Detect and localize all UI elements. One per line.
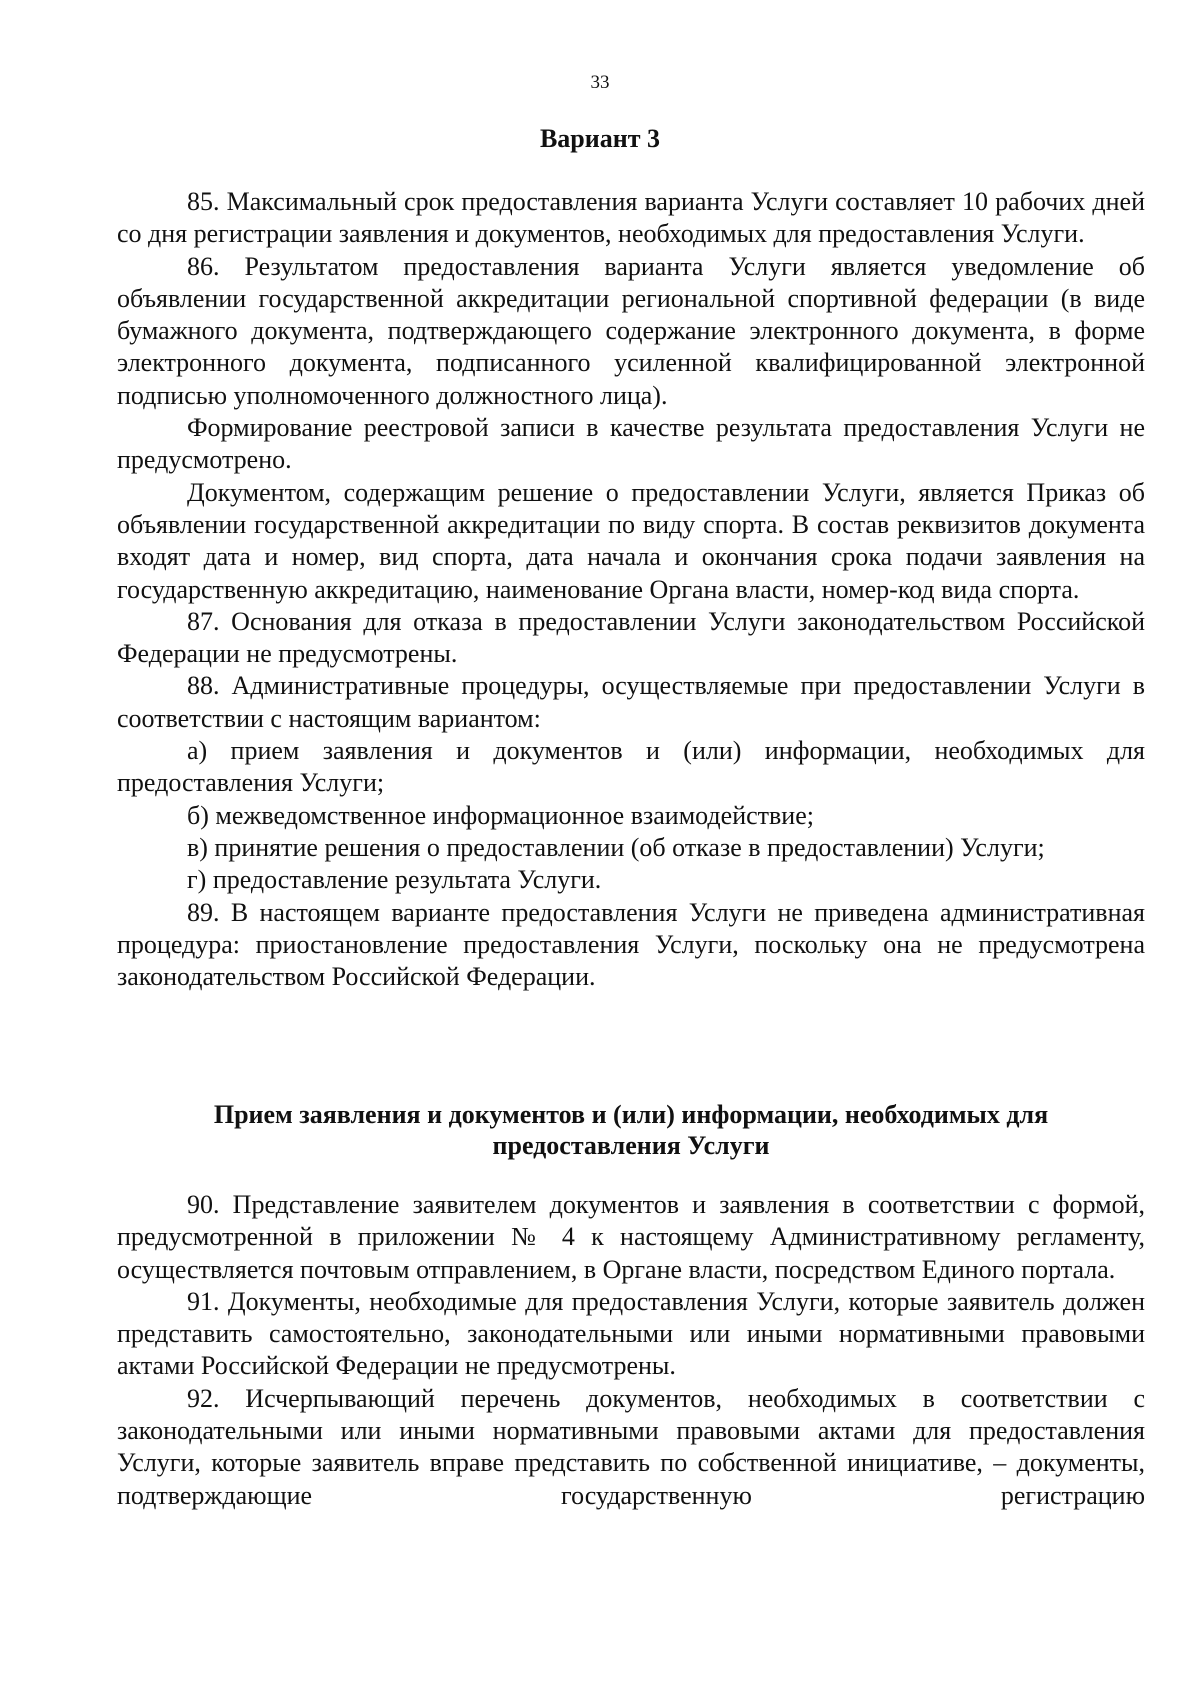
paragraph-90: 90. Представление заявителем документов и заявления в соответствии с формой, предусмотренной в приложении № 4 к настоящему Административному регламенту, осуществляется почтовым отправлением, в Органе власти, посредством Единого портала.	[117, 1190, 1145, 1284]
list-item-v: в) принятие решения о предоставлении (об отказе в предоставлении) Услуги;	[187, 832, 1045, 862]
body-text-part1	[117, 186, 1145, 993]
paragraph-88: 88. Административные процедуры, осуществляемые при предоставлении Услуги в соответствии с настоящим вариантом:	[117, 671, 1145, 733]
page-number: 33	[590, 72, 610, 93]
paragraph-decision-document: Документом, содержащим решение о предоставлении Услуги, является Приказ об объявлении государственной аккредитации по виду спорта. В состав реквизитов документа входят дата и номер, вид спорта, дата начала и окончания срока подачи заявления на государственную аккредитацию, наименование Органа власти, номер-код вида спорта.	[117, 477, 1145, 604]
paragraph-92: 92. Исчерпывающий перечень документов, необходимых в соответствии с законодательными или иными нормативными правовыми актами для предоставления Услуги, которые заявитель вправе представить по собственной инициативе, – документы, подтверждающие государственную регистрацию	[117, 1383, 1145, 1510]
paragraph-89: 89. В настоящем варианте предоставления Услуги не приведена административная процедура: приостановление предоставления Услуги, поскольку она не предусмотрена законодательством Российской Федерации.	[117, 897, 1145, 992]
paragraph-91: 91. Документы, необходимые для предоставления Услуги, которые заявитель должен представить самостоятельно, законодательными или иными нормативными правовыми актами Российской Федерации не предусмотрены.	[117, 1286, 1145, 1381]
list-item-b: б) межведомственное информационное взаимодействие;	[187, 800, 814, 830]
list-item-a: а) прием заявления и документов и (или) информации, необходимых для предоставления Услуги;	[117, 736, 1145, 798]
paragraph-85: 85. Максимальный срок предоставления варианта Услуги составляет 10 рабочих дней со дня регистрации заявления и документов, необходимых для предоставления Услуги.	[117, 187, 1145, 249]
section-heading: Прием заявления и документов и (или) информации, необходимых для предоставления Услуги	[213, 1100, 1049, 1160]
paragraph-registry-record: Формирование реестровой записи в качестве результата предоставления Услуги не предусмотрено.	[117, 413, 1145, 475]
paragraph-87: 87. Основания для отказа в предоставлении Услуги законодательством Российской Федерации не предусмотрены.	[117, 606, 1145, 669]
variant-title: Вариант 3	[539, 124, 661, 153]
list-item-g: г) предоставление результата Услуги.	[187, 865, 602, 895]
body-text-part2	[117, 1189, 1145, 1512]
paragraph-86: 86. Результатом предоставления варианта Услуги является уведомление об объявлении государственной аккредитации региональной спортивной федерации (в виде бумажного документа, подтверждающего содержание электронного документа, в форме электронного документа, подписанного усиленной квалифицированной электронной подписью уполномоченного должностного лица).	[117, 251, 1145, 410]
